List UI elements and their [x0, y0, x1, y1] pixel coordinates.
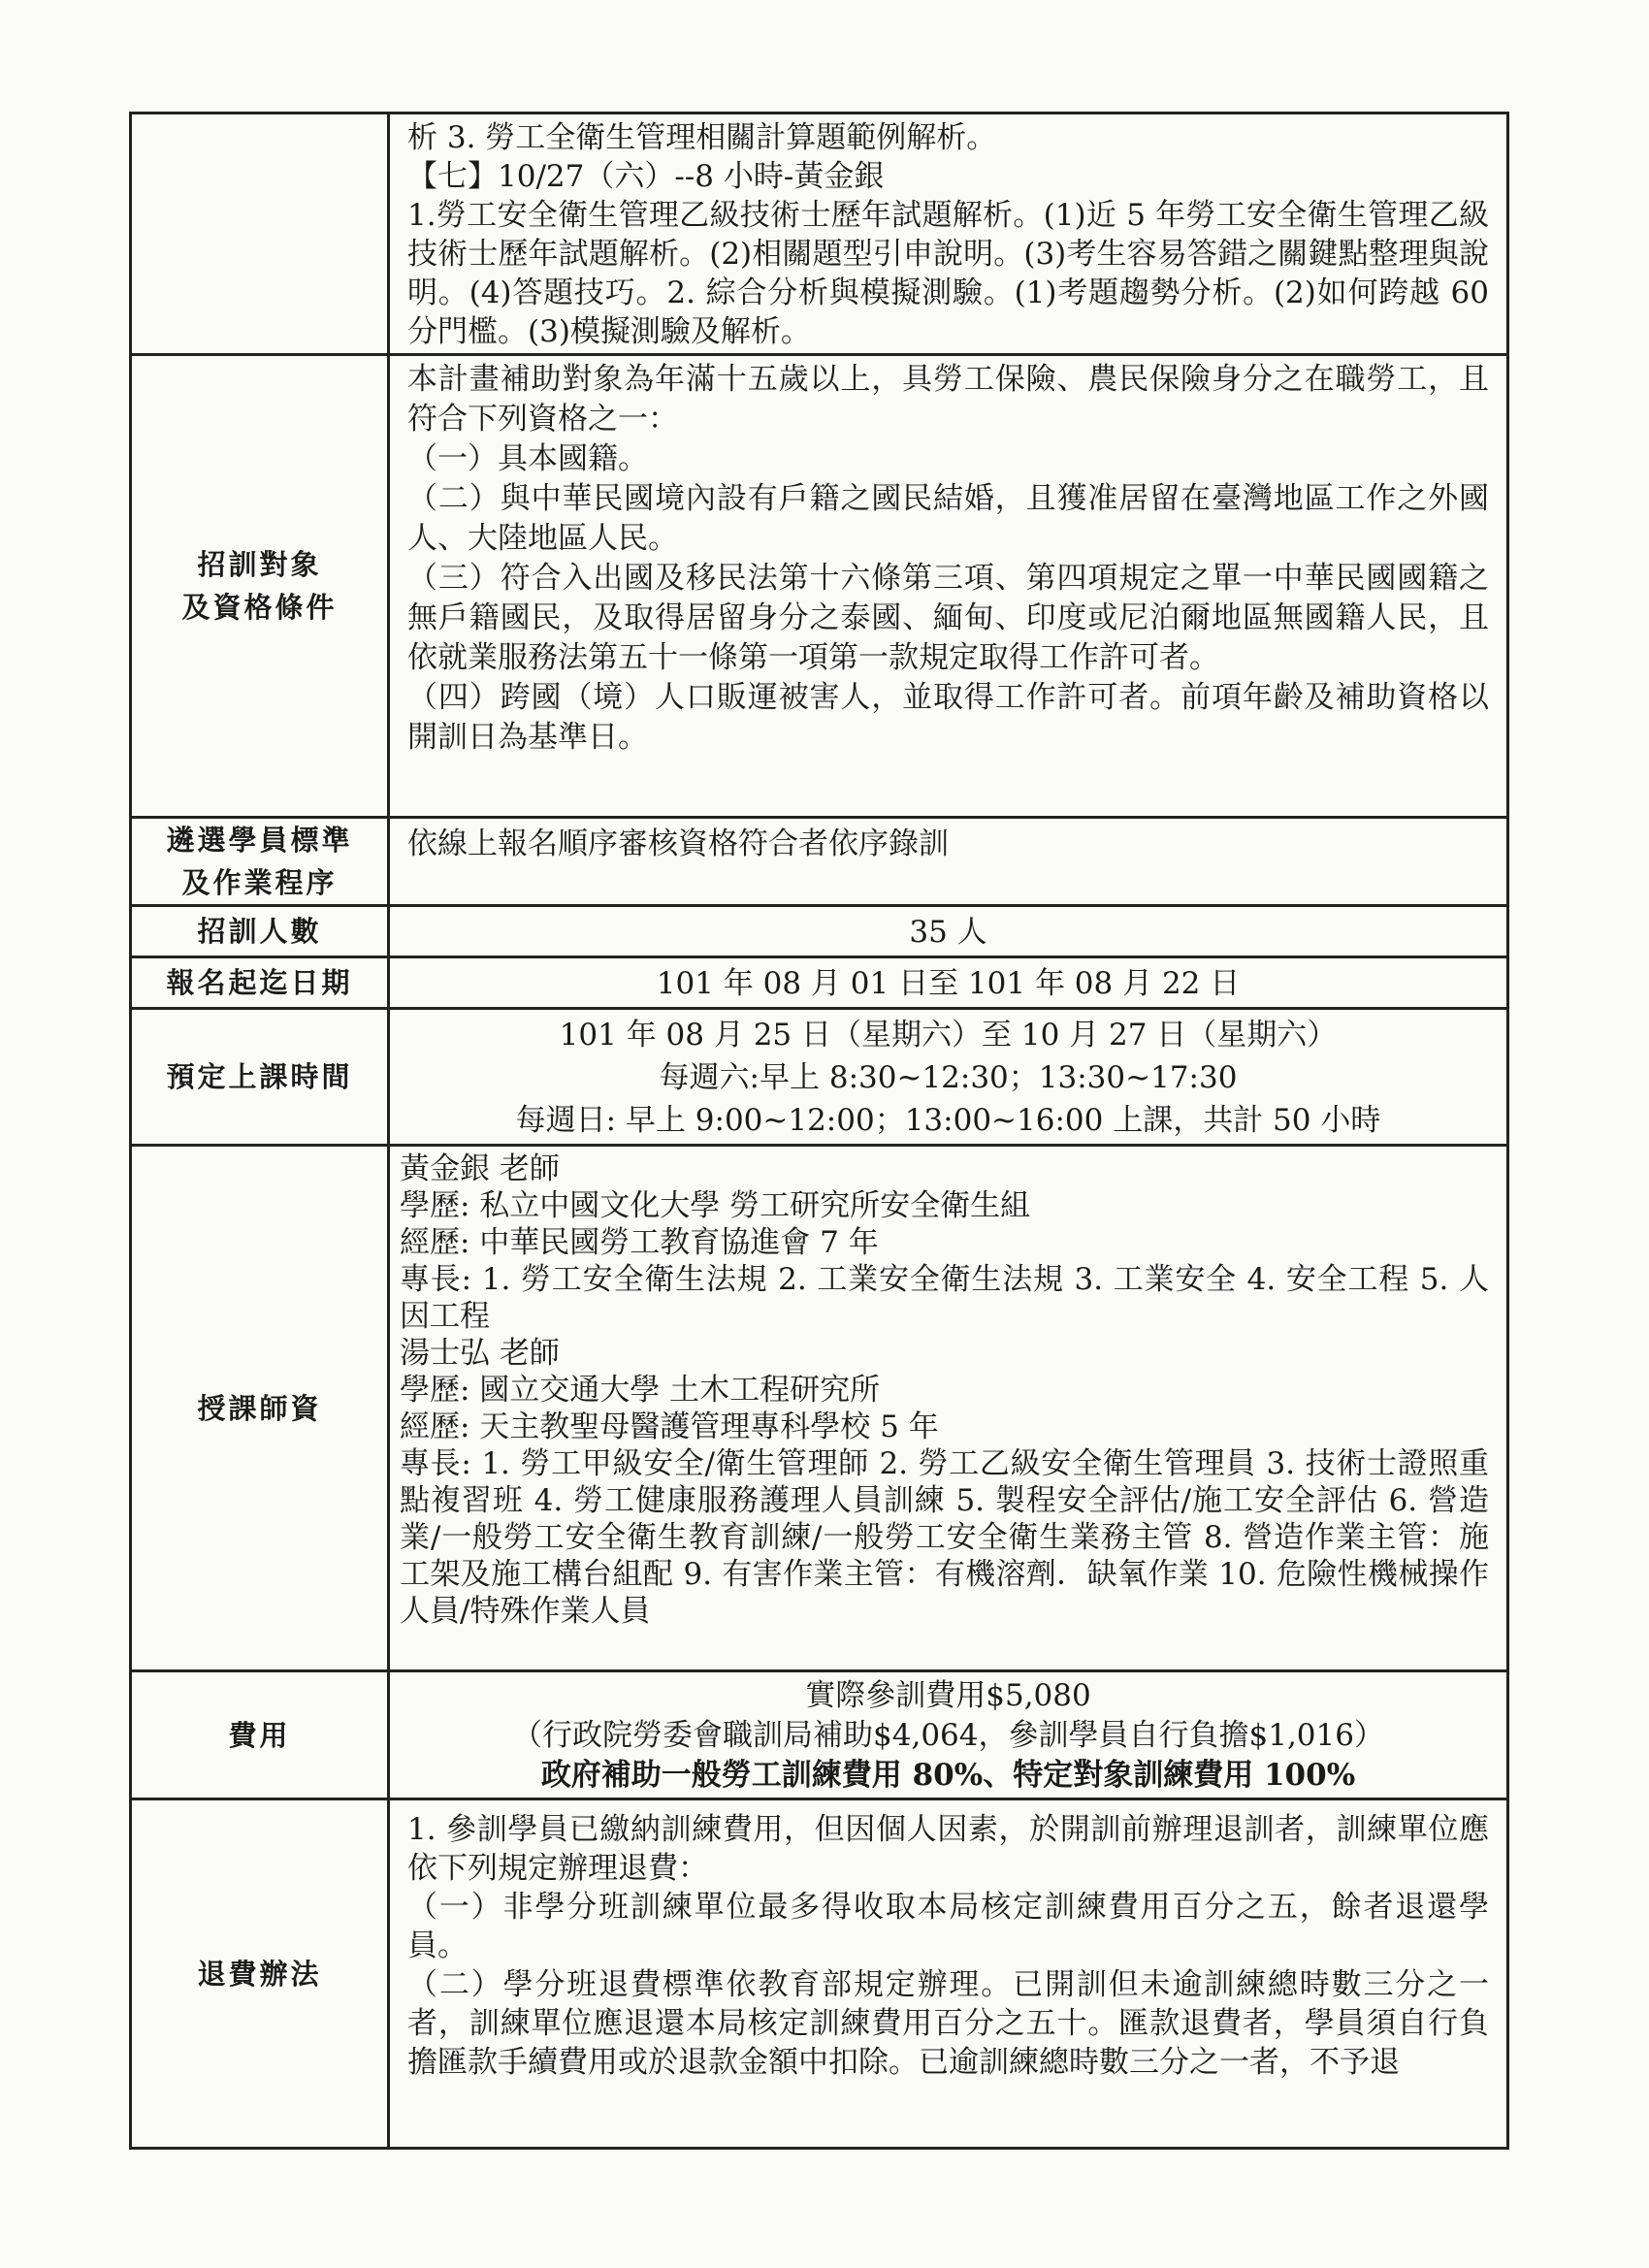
eligibility-label-line1: 招訓對象: [197, 548, 322, 581]
selection-label-line1: 遴選學員標準: [166, 824, 353, 857]
selection-text: 依線上報名順序審核資格符合者依序錄訓: [407, 826, 949, 861]
refund-item-2: （二）學分班退費標準依教育部規定辦理。已開訓但未逾訓練總時數三分之一者，訓練單位應退還本局核定訓練費用百分之五十。匯款退費者，學員須自行負擔匯款手續費用或於退款金額中扣除。已逾訓練總時數三分之一者，不予退: [407, 1967, 1489, 2080]
class-time-row: [131, 1009, 1508, 1146]
fee-line-1: 實際參訓費用$5,080: [805, 1678, 1091, 1713]
instructors-content-cell: [389, 1146, 1508, 1671]
class-time-label: 預定上課時間: [131, 1009, 389, 1146]
refund-intro: 1. 參訓學員已繳納訓練費用，但因個人因素，於開訓前辦理退訓者，訓練單位應依下列規定辦理退費：: [407, 1812, 1489, 1886]
eligibility-label-line2: 及資格條件: [181, 591, 338, 624]
fee-line-3: 政府補助一般勞工訓練費用 80%、特定對象訓練費用 100%: [540, 1758, 1356, 1793]
instructor-2-expertise: 專長: 1. 勞工甲級安全/衛生管理師 2. 勞工乙級安全衛生管理員 3. 技術士證照重點複習班 4. 勞工健康服務護理人員訓練 5. 製程安全評估/施工安全評估 6. 營造業/一般勞工安全衛生教育訓練/一般勞工安全衛生業務主管 8. 營造作業主管：施工架及施工構台組配 9. 有害作業主管：有機溶劑．缺氧作業 10. 危險性機械操作人員/特殊作業人員: [400, 1446, 1489, 1629]
instructor-1-experience: 經歷: 中華民國勞工教育協進會 7 年: [400, 1225, 879, 1260]
registration-value: 101 年 08 月 01 日至 101 年 08 月 22 日: [389, 957, 1508, 1009]
refund-item-1: （一）非學分班訓練單位最多得收取本局核定訓練費用百分之五，餘者退還學員。: [407, 1890, 1489, 1963]
selection-row: [131, 818, 1508, 906]
instructors-row: [131, 1146, 1508, 1671]
schedule-line-1: 析 3. 勞工全衛生管理相關計算題範例解析。: [407, 120, 997, 155]
instructor-2-experience: 經歷: 天主教聖母醫護管理專科學校 5 年: [400, 1409, 939, 1444]
class-time-content-cell: [389, 1009, 1508, 1146]
registration-row: [131, 957, 1508, 1009]
capacity-value: 35 人: [389, 906, 1508, 957]
refund-row: [131, 1799, 1508, 2149]
schedule-continuation-row: [131, 113, 1508, 355]
capacity-row: [131, 906, 1508, 957]
selection-label-cell: [131, 818, 389, 906]
eligibility-content-cell: [389, 355, 1508, 818]
capacity-label: 招訓人數: [131, 906, 389, 957]
fee-label: 費用: [131, 1671, 389, 1799]
class-time-line-3: 每週日: 早上 9:00~12:00；13:00~16:00 上課，共計 50 小時: [515, 1103, 1381, 1138]
selection-content-cell: [389, 818, 1508, 906]
instructor-2-name: 湯士弘 老師: [400, 1336, 560, 1371]
eligibility-item-4: （四）跨國（境）人口販運被害人，並取得工作許可者。前項年齡及補助資格以開訓日為基準日。: [407, 680, 1489, 755]
eligibility-item-2: （二）與中華民國境內設有戶籍之國民結婚，且獲准居留在臺灣地區工作之外國人、大陸地區人民。: [407, 481, 1489, 556]
schedule-label-cell: [131, 113, 389, 355]
fee-row: [131, 1671, 1508, 1799]
instructor-1-education: 學歷: 私立中國文化大學 勞工研究所安全衛生組: [400, 1188, 1031, 1223]
eligibility-item-3: （三）符合入出國及移民法第十六條第三項、第四項規定之單一中華民國國籍之無戶籍國民，及取得居留身分之泰國、緬甸、印度或尼泊爾地區無國籍人民，且依就業服務法第五十一條第一項第一款規定取得工作許可者。: [407, 561, 1489, 675]
eligibility-row: [131, 355, 1508, 818]
eligibility-item-1: （一）具本國籍。: [407, 441, 648, 476]
class-time-line-2: 每週六:早上 8:30~12:30；13:30~17:30: [659, 1060, 1238, 1095]
class-time-line-1: 101 年 08 月 25 日（星期六）至 10 月 27 日（星期六）: [559, 1018, 1338, 1053]
instructors-label: 授課師資: [131, 1146, 389, 1671]
schedule-content-cell: [389, 113, 1508, 355]
eligibility-intro: 本計畫補助對象為年滿十五歲以上，具勞工保險、農民保險身分之在職勞工，且符合下列資格之一：: [407, 362, 1489, 437]
selection-label-line2: 及作業程序: [181, 866, 338, 899]
refund-content-cell: [389, 1799, 1508, 2149]
registration-label: 報名起迄日期: [131, 957, 389, 1009]
eligibility-label-cell: [131, 355, 389, 818]
fee-line-2: （行政院勞委會職訓局補助$4,064，參訓學員自行負擔$1,016）: [512, 1718, 1384, 1753]
instructor-2-education: 學歷: 國立交通大學 土木工程研究所: [400, 1373, 881, 1408]
schedule-line-3: 1.勞工安全衛生管理乙級技術士歷年試題解析。(1)近 5 年勞工安全衛生管理乙級技術士歷年試題解析。(2)相關題型引申說明。(3)考生容易答錯之關鍵點整理與說明。(4)答題技巧。2. 綜合分析與模擬測驗。(1)考題趨勢分析。(2)如何跨越 60 分門檻。(3)模擬測驗及解析。: [407, 198, 1489, 349]
refund-label: 退費辦法: [131, 1799, 389, 2149]
fee-content-cell: [389, 1671, 1508, 1799]
course-info-table: [129, 112, 1509, 2150]
instructor-1-name: 黃金銀 老師: [400, 1151, 560, 1186]
instructor-1-expertise: 專長: 1. 勞工安全衛生法規 2. 工業安全衛生法規 3. 工業安全 4. 安全工程 5. 人因工程: [400, 1262, 1489, 1334]
schedule-line-2: 【七】10/27（六）--8 小時-黃金銀: [407, 159, 885, 194]
